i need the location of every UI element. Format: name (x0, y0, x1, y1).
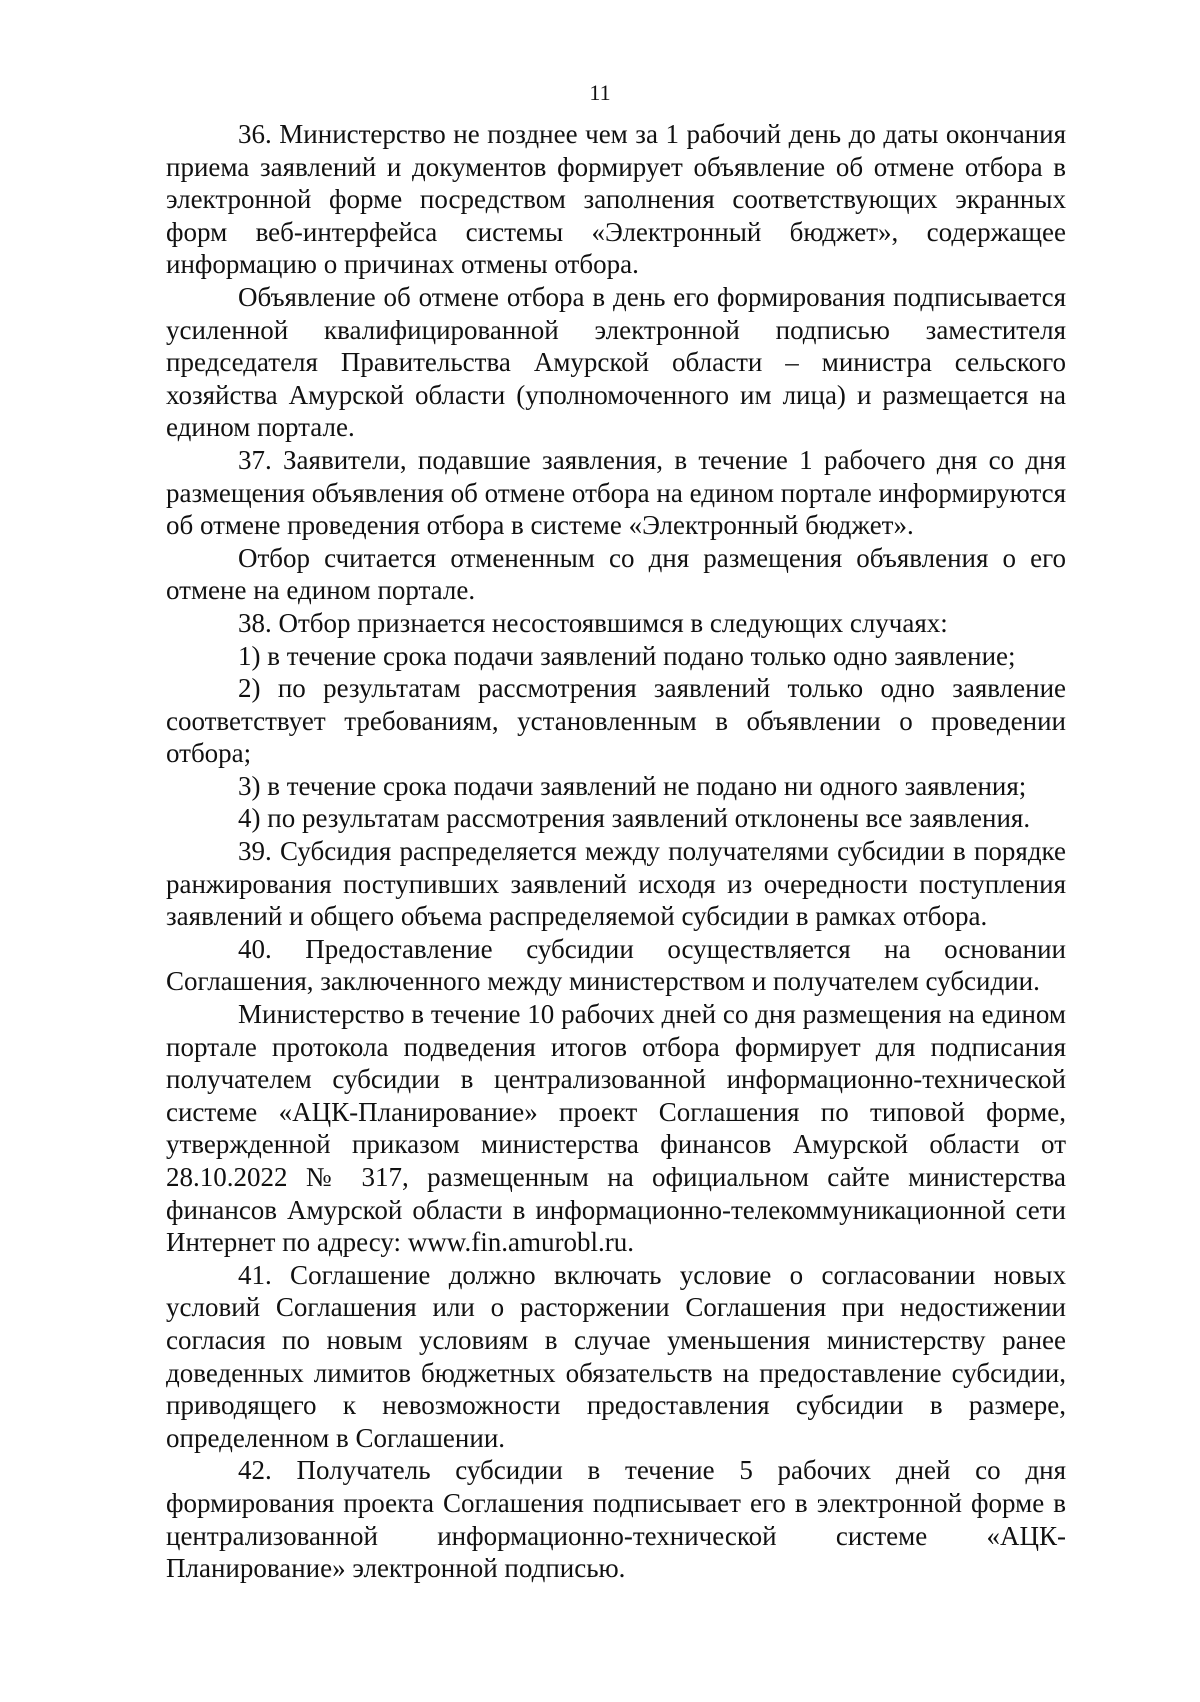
paragraph-36: 36. Министерство не позднее чем за 1 рабочий день до даты окончания приема заявлений и документов формирует объявление об отмене отбора в электронной форме посредством заполнения соответствующих экранных форм веб-интерфейса системы «Электронный бюджет», содержащее информацию о причинах отмены отбора. (166, 119, 1066, 280)
document-body (166, 118, 1066, 1585)
paragraph-37: 37. Заявители, подавшие заявления, в течение 1 рабочего дня со дня размещения объявления об отмене отбора на едином портале информируются об отмене проведения отбора в системе «Электронный бюджет». (166, 444, 1066, 541)
paragraph-40-agreement: Министерство в течение 10 рабочих дней со дня размещения на едином портале протокола подведения итогов отбора формирует для подписания получателем субсидии в централизованной информационно-технической системе «АЦК-Планирование» проект Соглашения по типовой форме, утвержденной приказом министерства финансов Амурской области от 28.10.2022 № 317, размещенным на официальном сайте министерства финансов Амурской области в информационно-телекоммуникационной сети Интернет по адресу: www.fin.amurobl.ru. (166, 999, 1066, 1258)
paragraph-40: 40. Предоставление субсидии осуществляется на основании Соглашения, заключенного между министерством и получателем субсидии. (166, 933, 1066, 997)
paragraph-37-cancellation: Отбор считается отмененным со дня размещения объявления о его отмене на едином портале. (166, 542, 1066, 606)
paragraph-38-item-2: 2) по результатам рассмотрения заявлений только одно заявление соответствует требованиям, установленным в объявлении о проведении отбора; (166, 673, 1066, 769)
paragraph-41: 41. Соглашение должно включать условие о согласовании новых условий Соглашения или о расторжении Соглашения при недостижении согласия по новым условиям в случае уменьшения министерству ранее доведенных лимитов бюджетных обязательств на предоставление субсидии, приводящего к невозможности предоставления субсидии в размере, определенном в Соглашении. (166, 1259, 1066, 1453)
paragraph-38-item-3: 3) в течение срока подачи заявлений не подано ни одного заявления; (238, 770, 1027, 801)
paragraph-36-announcement: Объявление об отмене отбора в день его формирования подписывается усиленной квалифицированной электронной подписью заместителя председателя Правительства Амурской области – министра сельского хозяйства Амурской области (уполномоченного им лица) и размещается на едином портале. (166, 281, 1066, 443)
paragraph-38-item-4: 4) по результатам рассмотрения заявлений отклонены все заявления. (238, 803, 1031, 834)
page-number: 11 (589, 80, 611, 105)
paragraph-42: 42. Получатель субсидии в течение 5 рабочих дней со дня формирования проекта Соглашения подписывает его в электронной форме в централизованной информационно-технической системе «АЦК-Планирование» электронной подписью. (166, 1455, 1066, 1584)
paragraph-38-item-1: 1) в течение срока подачи заявлений подано только одно заявление; (238, 640, 1016, 671)
paragraph-39: 39. Субсидия распределяется между получателями субсидии в порядке ранжирования поступивших заявлений исходя из очередности поступления заявлений и общего объема распределяемой субсидии в рамках отбора. (166, 836, 1066, 932)
paragraph-38: 38. Отбор признается несостоявшимся в следующих случаях: (238, 607, 948, 638)
